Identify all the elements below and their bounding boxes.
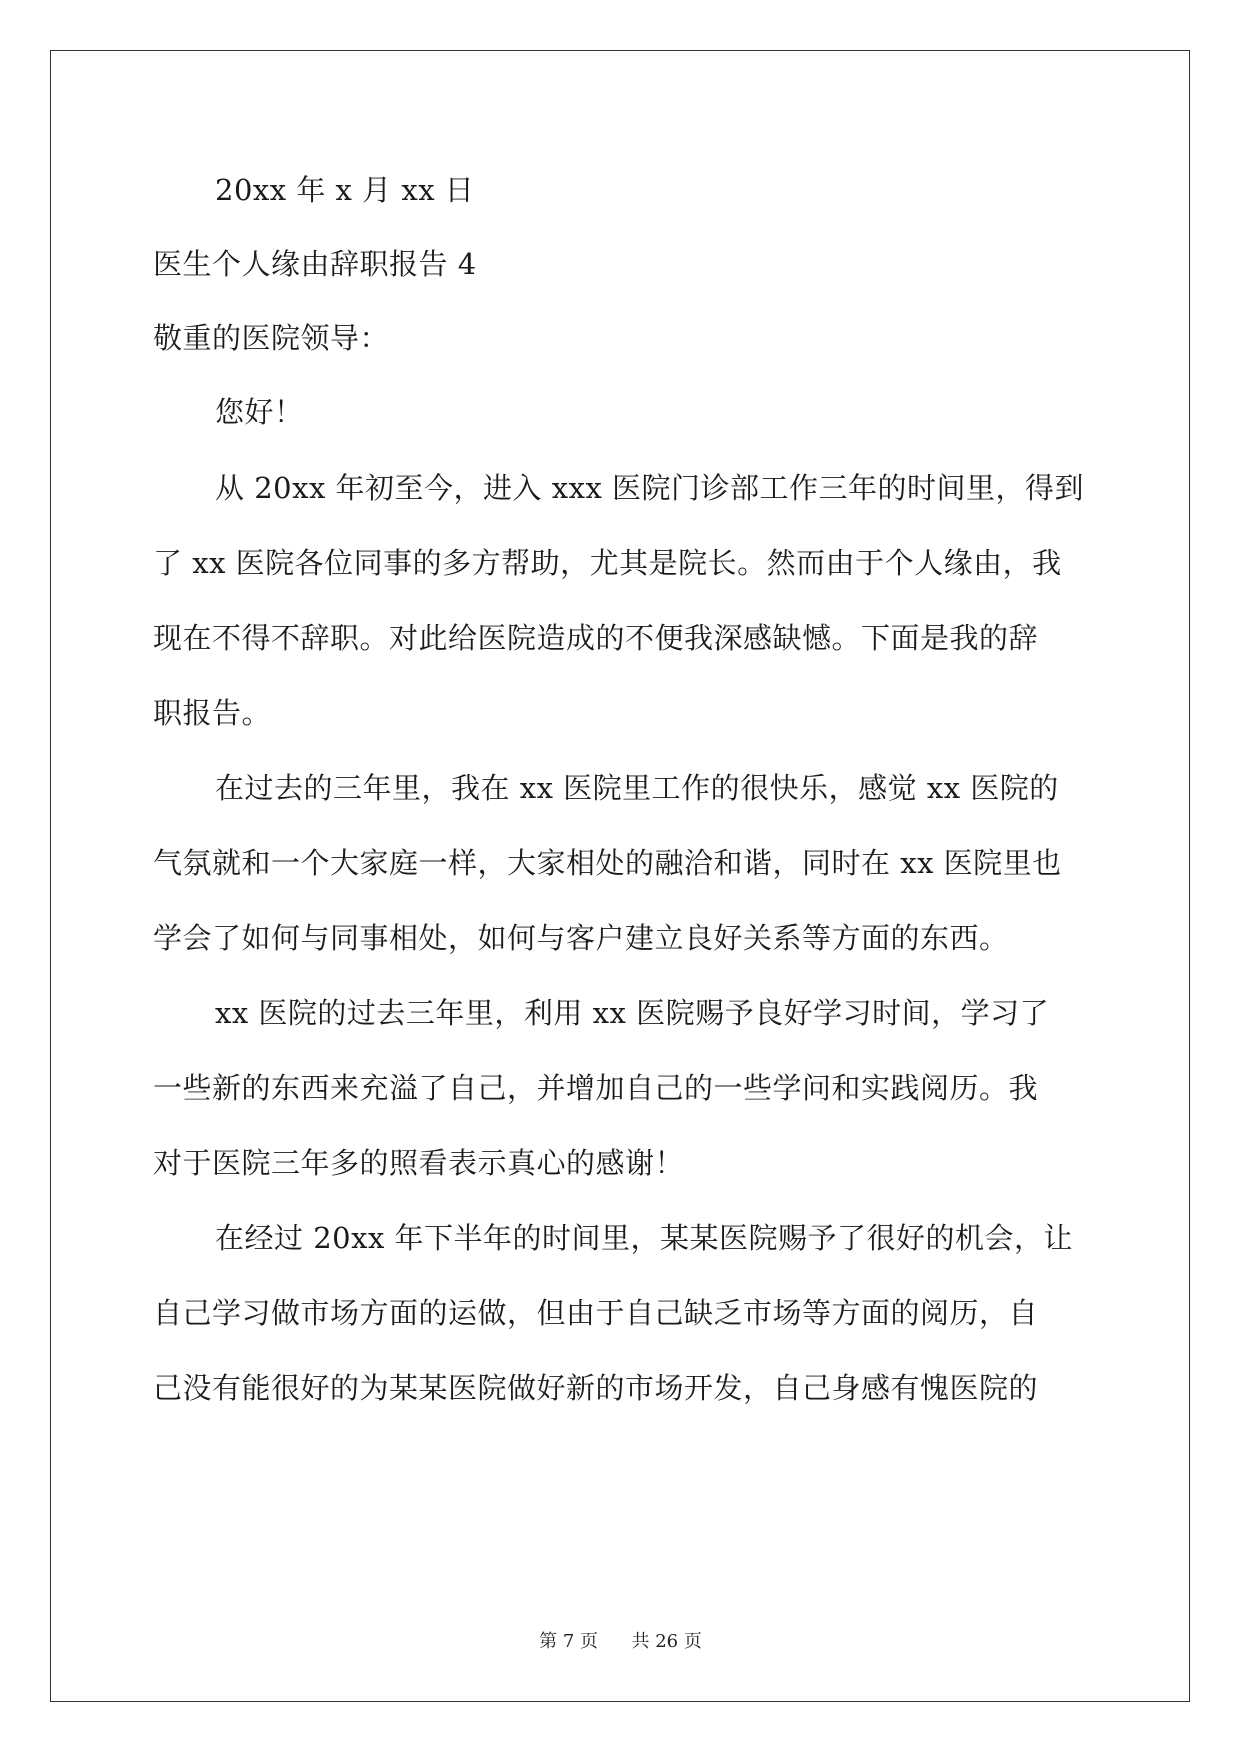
paragraph-line: 对于医院三年多的照看表示真心的感谢！ bbox=[153, 1146, 685, 1180]
paragraph-line: 己没有能很好的为某某医院做好新的市场开发，自己身感有愧医院的 bbox=[153, 1371, 1039, 1405]
paragraph-line: 职报告。 bbox=[153, 696, 272, 730]
paragraph-line: xx 医院的过去三年里，利用 xx 医院赐予良好学习时间，学习了 bbox=[215, 996, 1050, 1030]
report-title: 医生个人缘由辞职报告 4 bbox=[153, 247, 477, 281]
paragraph-line: 学会了如何与同事相处，如何与客户建立良好关系等方面的东西。 bbox=[153, 921, 1009, 955]
paragraph-line: 从 20xx 年初至今，进入 xxx 医院门诊部工作三年的时间里，得到 bbox=[215, 471, 1085, 505]
paragraph-line: 气氛就和一个大家庭一样，大家相处的融洽和谐，同时在 xx 医院里也 bbox=[153, 846, 1062, 880]
page-number: 第 7 页 bbox=[539, 1631, 599, 1652]
paragraph-line: 自己学习做市场方面的运做，但由于自己缺乏市场等方面的阅历，自 bbox=[153, 1296, 1039, 1330]
salutation: 敬重的医院领导： bbox=[153, 321, 390, 355]
paragraph-line: 现在不得不辞职。对此给医院造成的不便我深感缺憾。下面是我的辞 bbox=[153, 621, 1039, 655]
paragraph-line: 一些新的东西来充溢了自己，并增加自己的一些学问和实践阅历。我 bbox=[153, 1071, 1039, 1105]
paragraph-line: 在经过 20xx 年下半年的时间里，某某医院赐予了很好的机会，让 bbox=[215, 1221, 1074, 1255]
paragraph-line: 在过去的三年里，我在 xx 医院里工作的很快乐，感觉 xx 医院的 bbox=[215, 771, 1059, 805]
page-footer bbox=[0, 1630, 1241, 1654]
greeting: 您好！ bbox=[215, 395, 304, 429]
date-line: 20xx 年 x 月 xx 日 bbox=[215, 173, 475, 207]
page-total: 共 26 页 bbox=[631, 1631, 702, 1652]
paragraph-line: 了 xx 医院各位同事的多方帮助，尤其是院长。然而由于个人缘由，我 bbox=[153, 546, 1062, 580]
